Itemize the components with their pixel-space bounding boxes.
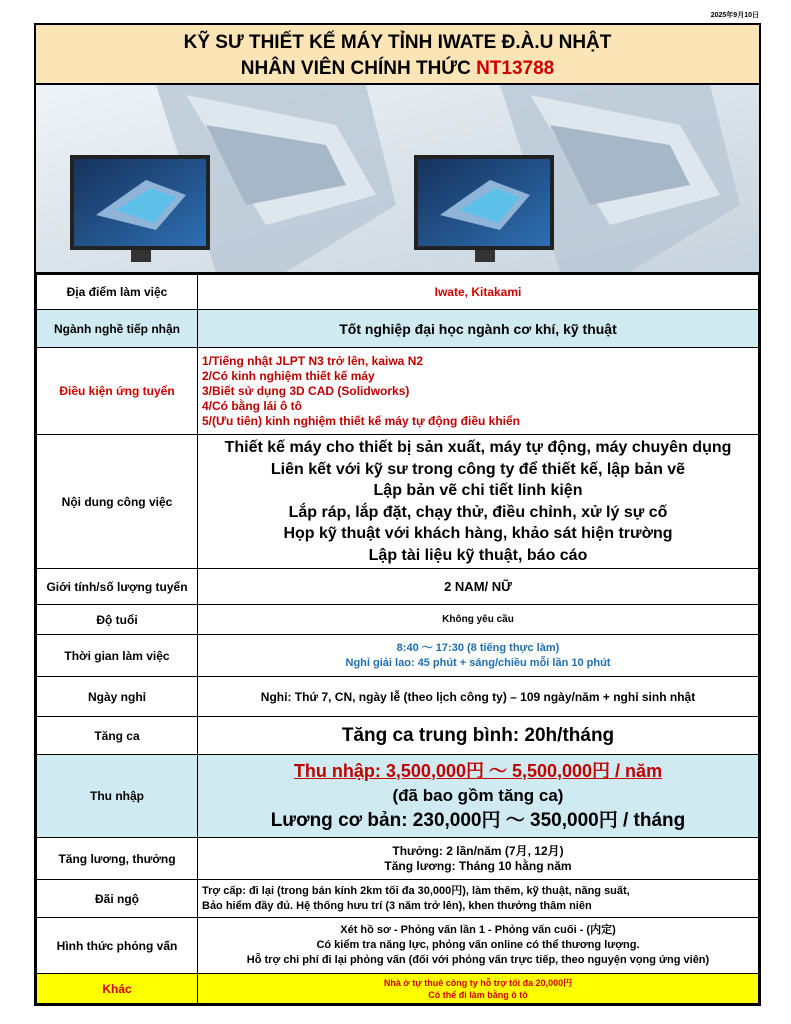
cad-workstation-photo xyxy=(36,85,759,272)
interview-line-3: Hỗ trợ chi phí đi lại phỏng vấn (đối với phỏng vấn trực tiếp, theo nguyện vọng ứng viên) xyxy=(246,954,710,966)
value-other xyxy=(198,974,759,1004)
label-holidays: Ngày nghỉ xyxy=(37,677,198,717)
condition-item: 1/Tiếng nhật JLPT N3 trở lên, kaiwa N2 xyxy=(202,353,424,368)
job-code: NT13788 xyxy=(476,58,555,79)
label-conditions: Điều kiện ứng tuyển xyxy=(37,348,198,435)
header-banner xyxy=(36,25,759,85)
condition-item: 2/Có kinh nghiệm thiết kế máy xyxy=(202,368,375,383)
label-location: Địa điểm làm việc xyxy=(37,275,198,310)
title-prefix: NHÂN VIÊN CHÍNH THỨC xyxy=(240,58,471,79)
benefits-line-2: Bảo hiểm đầy đủ. Hệ thống hưu trí (3 năm trở lên), khen thưởng thâm niên xyxy=(202,899,592,912)
label-gender: Giới tính/số lượng tuyển xyxy=(37,569,198,605)
row-other xyxy=(37,974,759,1004)
income-base-salary: Lương cơ bản: 230,000円 ～ 350,000円 / tháng xyxy=(270,809,686,831)
raise-line-1: Thưởng: 2 lần/năm (7月, 12月) xyxy=(392,843,564,858)
condition-item: 4/Có bằng lái ô tô xyxy=(202,398,303,413)
title-line-2 xyxy=(36,56,759,82)
label-hours: Thời gian làm việc xyxy=(37,635,198,677)
value-hours xyxy=(198,635,759,677)
interview-line-2: Có kiểm tra năng lực, phỏng vấn online có thể thương lượng. xyxy=(316,939,640,951)
row-field xyxy=(37,310,759,348)
value-raise xyxy=(198,838,759,880)
value-job-content xyxy=(198,435,759,569)
row-job-content xyxy=(37,435,759,569)
label-overtime: Tăng ca xyxy=(37,717,198,755)
value-field: Tốt nghiệp đại học ngành cơ khí, kỹ thuật xyxy=(198,310,759,348)
label-job-content: Nội dung công việc xyxy=(37,435,198,569)
row-interview xyxy=(37,918,759,974)
label-benefits: Đãi ngộ xyxy=(37,880,198,918)
title-line-1: KỸ SƯ THIẾT KẾ MÁY TỈNH IWATE Đ.À.U NHẬT xyxy=(183,32,612,53)
job-item: Thiết kế máy cho thiết bị sản xuất, máy tự động, máy chuyên dụng xyxy=(224,439,732,456)
hours-line-1: 8:40 ～ 17:30 (8 tiếng thực làm) xyxy=(396,641,560,654)
value-location: Iwate, Kitakami xyxy=(198,275,759,310)
row-age xyxy=(37,605,759,635)
label-income: Thu nhập xyxy=(37,755,198,838)
benefits-line-1: Trợ cấp: đi lại (trong bán kính 2km tối đa 30,000円), làm thêm, kỹ thuật, năng suất, xyxy=(202,884,630,897)
raise-line-2: Tăng lương: Tháng 10 hằng năm xyxy=(384,858,572,873)
header-photo xyxy=(36,85,759,274)
label-interview: Hình thức phỏng vấn xyxy=(37,918,198,974)
row-location xyxy=(37,275,759,310)
value-benefits xyxy=(198,880,759,918)
condition-item: 5/(Ưu tiên) kinh nghiệm thiết kế máy tự động điều khiển xyxy=(202,413,521,428)
label-age: Độ tuổi xyxy=(37,605,198,635)
income-annual: Thu nhập: 3,500,000円 ～ 5,500,000円 / năm xyxy=(293,760,663,781)
other-line-2: Có thể đi làm bằng ô tô xyxy=(428,989,528,1000)
label-other: Khác xyxy=(37,974,198,1004)
value-income xyxy=(198,755,759,838)
row-income xyxy=(37,755,759,838)
row-conditions xyxy=(37,348,759,435)
interview-line-1: Xét hồ sơ - Phỏng vấn lần 1 - Phỏng vấn cuối - (内定) xyxy=(340,924,616,936)
row-holidays xyxy=(37,677,759,717)
income-note: (đã bao gồm tăng ca) xyxy=(392,785,564,805)
document-date: 2025年9月10日 xyxy=(710,12,759,19)
job-sheet xyxy=(34,23,761,1006)
value-conditions xyxy=(198,348,759,435)
value-interview xyxy=(198,918,759,974)
label-field: Ngành nghề tiếp nhận xyxy=(37,310,198,348)
job-item: Lập bản vẽ chi tiết linh kiện xyxy=(373,482,583,499)
other-line-1: Nhà ở tự thuê công ty hỗ trợ tối đa 20,000円 xyxy=(383,977,573,988)
condition-item: 3/Biết sử dụng 3D CAD (Solidworks) xyxy=(202,383,410,398)
row-hours xyxy=(37,635,759,677)
row-benefits xyxy=(37,880,759,918)
job-item: Liên kết với kỹ sư trong công ty để thiết kế, lập bản vẽ xyxy=(270,460,686,478)
value-age: Không yêu cầu xyxy=(198,605,759,635)
value-holidays: Nghỉ: Thứ 7, CN, ngày lễ (theo lịch công ty) – 109 ngày/năm + nghỉ sinh nhật xyxy=(198,677,759,717)
row-raise xyxy=(37,838,759,880)
row-gender xyxy=(37,569,759,605)
value-overtime: Tăng ca trung bình: 20h/tháng xyxy=(198,717,759,755)
job-item: Họp kỹ thuật với khách hàng, khảo sát hiện trường xyxy=(283,525,673,542)
label-raise: Tăng lương, thưởng xyxy=(37,838,198,880)
job-details-table xyxy=(36,274,759,1004)
job-item: Lắp ráp, lắp đặt, chạy thử, điều chỉnh, xử lý sự cố xyxy=(288,503,668,521)
value-gender: 2 NAM/ NỮ xyxy=(198,569,759,605)
row-overtime xyxy=(37,717,759,755)
job-item: Lập tài liệu kỹ thuật, báo cáo xyxy=(368,546,588,564)
hours-line-2: Nghỉ giải lao: 45 phút + sáng/chiều mỗi lần 10 phút xyxy=(345,656,611,669)
